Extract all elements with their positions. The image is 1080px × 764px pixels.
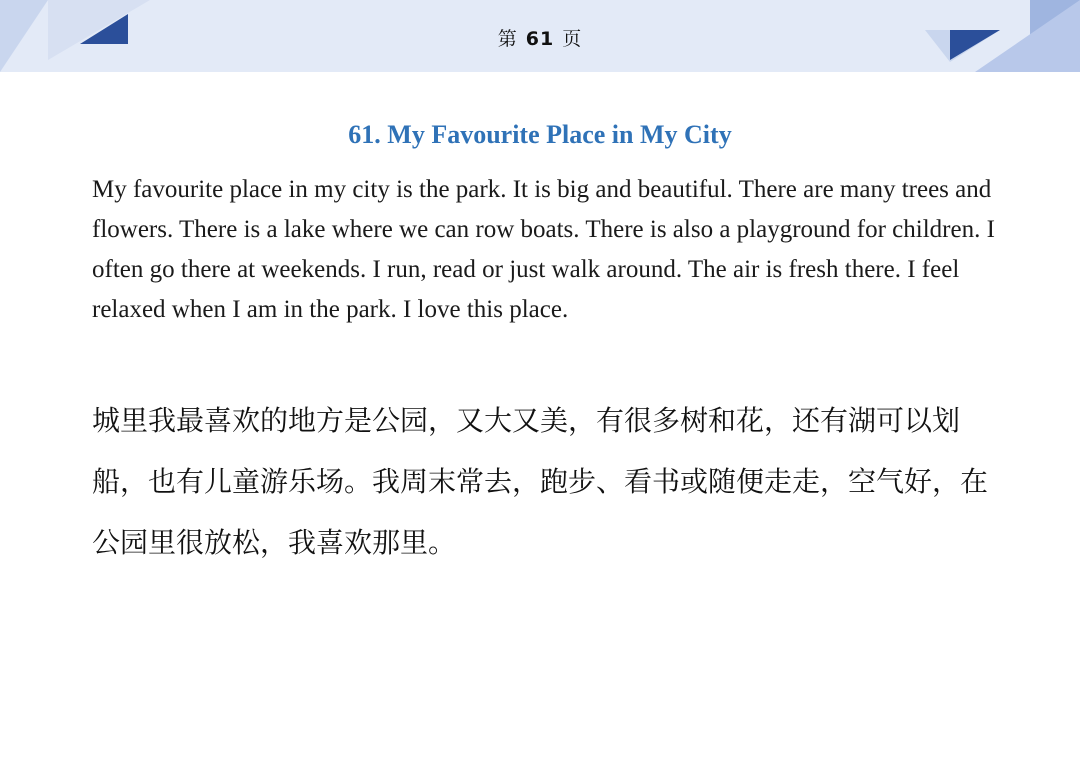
- chinese-paragraph: 城里我最喜欢的地方是公园，又大又美，有很多树和花，还有湖可以划船，也有儿童游乐场。我周末常去，跑步、看书或随便走走，空气好，在公园里很放松，我喜欢那里。: [92, 404, 989, 559]
- page-number-suffix: 页: [562, 28, 583, 50]
- page-number: [0, 24, 1080, 51]
- english-paragraph: My favourite place in my city is the park. It is big and beautiful. There are many trees and flowers. There is a lake where we can row boats. There is also a playground for children. I often go there at weekends. I run, read or just walk around. The air is fresh there. I feel relaxed when I am in the park. I love this place.: [92, 176, 995, 323]
- page-number-value: 61: [525, 28, 555, 50]
- article-title: 61. My Favourite Place in My City: [348, 120, 732, 149]
- page-number-prefix: 第: [497, 28, 518, 50]
